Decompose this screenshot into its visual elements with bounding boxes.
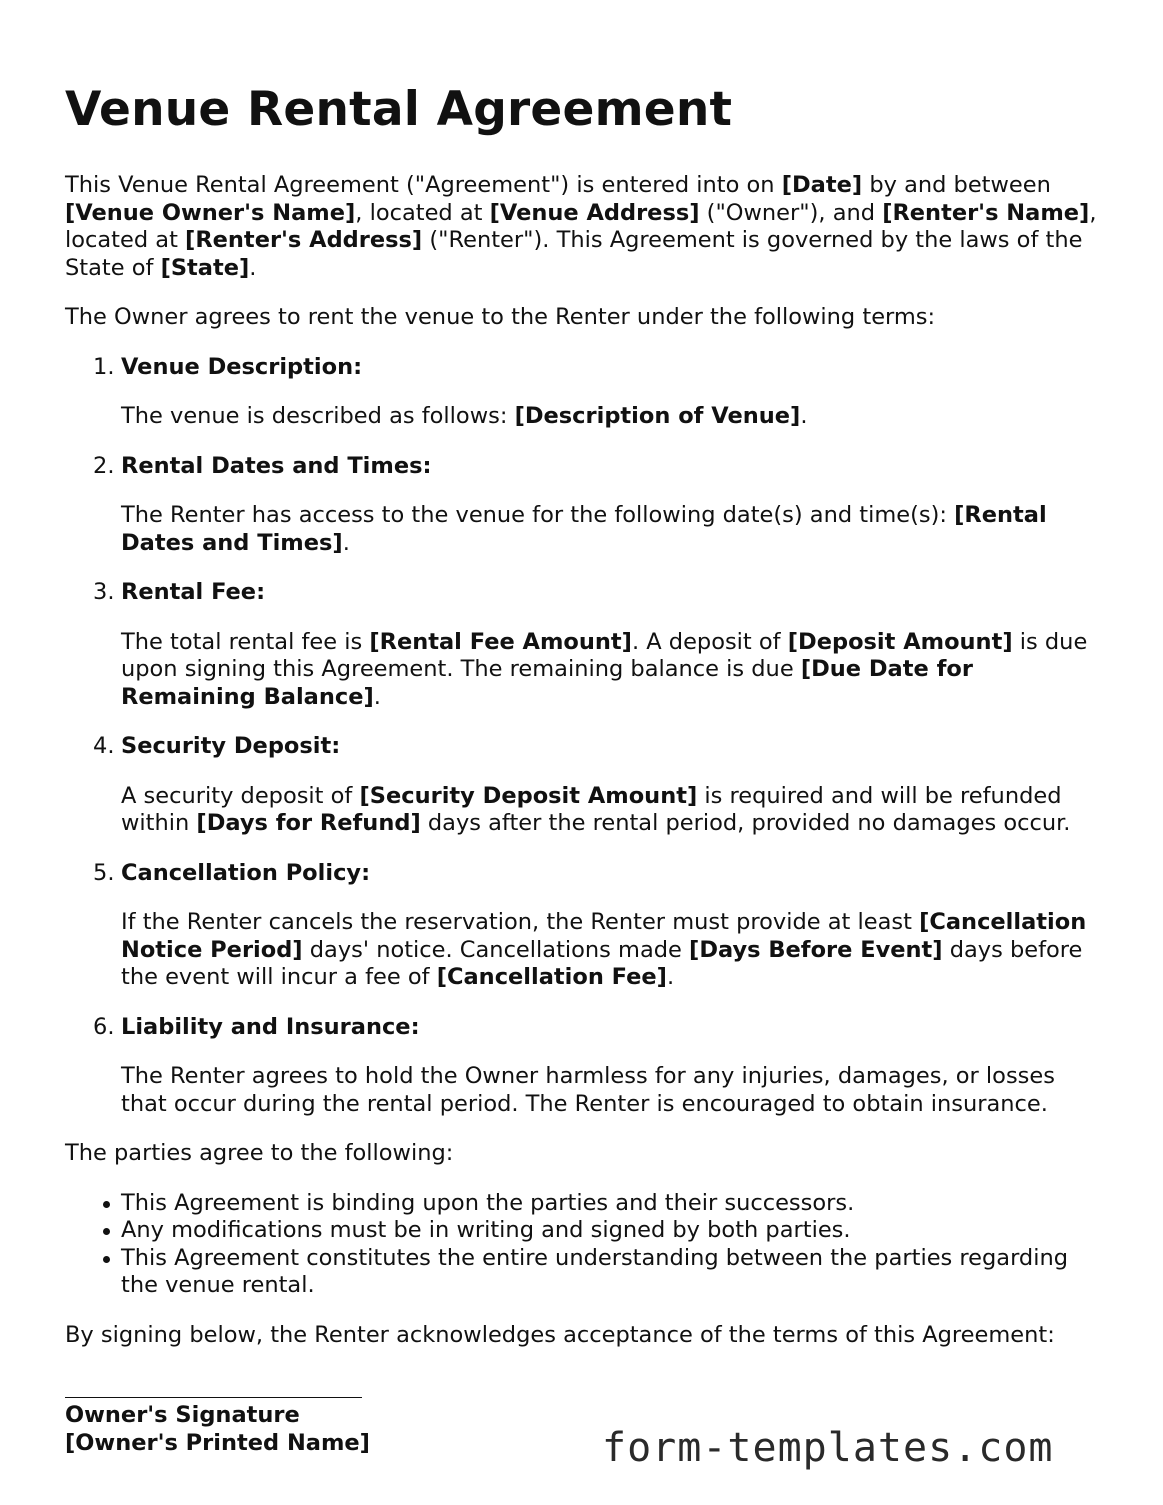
terms-lead: The Owner agrees to rent the venue to the Renter under the following terms: [65,304,936,330]
date-placeholder: [Date] [781,172,863,198]
document [65,84,1105,1457]
term-item [65,733,1105,838]
term-body: A security deposit of [Security Deposit Amount] is required and will be refunded within [Days for Refund] days after the rental period, provided no damages occur. [121,782,1071,836]
term-item [65,453,1105,558]
renter-address-placeholder: [Renter's Address] [185,227,423,253]
term-title: Cancellation Policy: [121,859,371,886]
signature-line[interactable] [65,1397,362,1398]
bullet-item: Any modifications must be in writing and signed by both parties. [65,1217,1105,1245]
term-title: Venue Description: [121,353,363,380]
acknowledgement-text: By signing below, the Renter acknowledges acceptance of the terms of this Agreement: [65,1321,1055,1348]
intro-paragraph: This Venue Rental Agreement ("Agreement") is entered into on [Date] by and between [Venue Owner's Name], located at [Venue Address] ("Owner"), and [Renter's Name], located at [Renter's Address] ("Renter"). This Agreement is governed by the laws of the State of [State]. [65,172,1097,281]
term-title: Security Deposit: [121,733,341,759]
term-title: Liability and Insurance: [121,1013,420,1040]
term-number: 4. [93,733,115,759]
state-placeholder: [State] [160,254,250,281]
terms-list [65,354,1105,1119]
term-number: 6. [93,1013,115,1040]
term-item [65,354,1105,431]
term-title: Rental Dates and Times: [121,452,432,479]
bullet-item: This Agreement is binding upon the parties and their successors. [65,1190,1105,1218]
signature-label: Owner's Signature [65,1402,300,1428]
term-body: The Renter has access to the venue for the following date(s) and time(s): [Rental Dates and Times]. [121,502,1047,556]
term-number: 1. [93,353,115,380]
term-item [65,860,1105,992]
venue-address-placeholder: [Venue Address] [489,199,700,226]
printed-name-placeholder: [Owner's Printed Name] [65,1429,370,1456]
term-number: 2. [93,452,115,479]
bullet-item: This Agreement constitutes the entire understanding between the parties regarding the venue rental. [65,1245,1105,1300]
term-title: Rental Fee: [121,579,266,605]
agreement-bullets [65,1190,1105,1300]
term-body: The total rental fee is [Rental Fee Amount]. A deposit of [Deposit Amount] is due upon signing this Agreement. The remaining balance is due [Due Date for Remaining Balance]. [121,628,1088,710]
owner-name-placeholder: [Venue Owner's Name] [65,199,356,226]
term-number: 5. [93,859,115,886]
document-title: Venue Rental Agreement [65,82,733,137]
term-number: 3. [93,579,115,605]
term-body: The Renter agrees to hold the Owner harmless for any injuries, damages, or losses that occur during the rental period. The Renter is encouraged to obtain insurance. [121,1063,1055,1117]
parties-lead: The parties agree to the following: [65,1140,454,1166]
term-body: If the Renter cancels the reservation, the Renter must provide at least [Cancellation Notice Period] days' notice. Cancellations made [Days Before Event] days before the event will incur a fee of [Cancellation Fee]. [121,909,1087,990]
term-item [65,579,1105,711]
term-body: The venue is described as follows: [Description of Venue]. [121,403,808,429]
watermark: form-templates.com [602,1425,1054,1471]
term-item [65,1014,1105,1119]
renter-name-placeholder: [Renter's Name] [882,199,1090,226]
